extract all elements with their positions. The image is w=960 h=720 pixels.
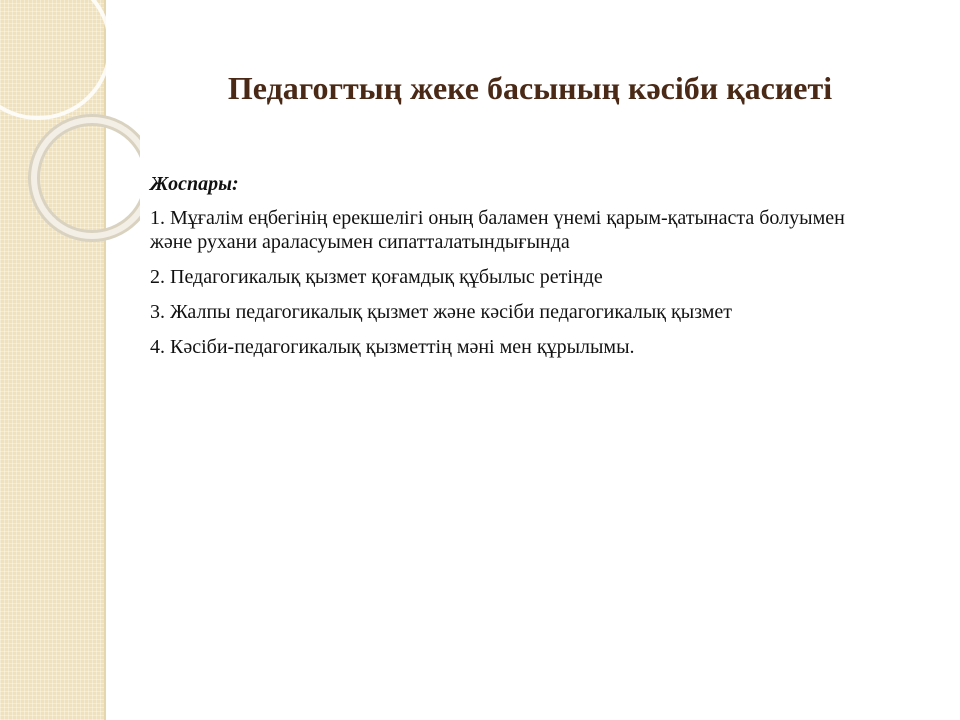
plan-item-2: 2. Педагогикалық қызмет қоғамдық құбылыс ретінде: [150, 266, 603, 288]
decorative-rings: [0, 0, 140, 260]
plan-heading: Жоспары:: [150, 173, 239, 195]
plan-list: [150, 206, 870, 359]
slide-content: [150, 172, 870, 370]
slide-title: Педагогтың жеке басының кәсіби қасиеті: [227, 70, 833, 106]
plan-item-3: 3. Жалпы педагогикалық қызмет және кәсіби педагогикалық қызмет: [150, 301, 733, 323]
decorative-ring-lower-inner: [34, 120, 140, 236]
plan-item-4: 4. Кәсіби-педагогикалық қызметтің мәні мен құрылымы.: [150, 336, 635, 358]
plan-item-1: 1. Мұғалім еңбегінің ерекшелігі оның баламен үнемі қарым-қатынаста болуымен және рухани араласуымен сипатталатындығында: [150, 207, 845, 253]
decorative-ring-upper: [0, 0, 110, 118]
